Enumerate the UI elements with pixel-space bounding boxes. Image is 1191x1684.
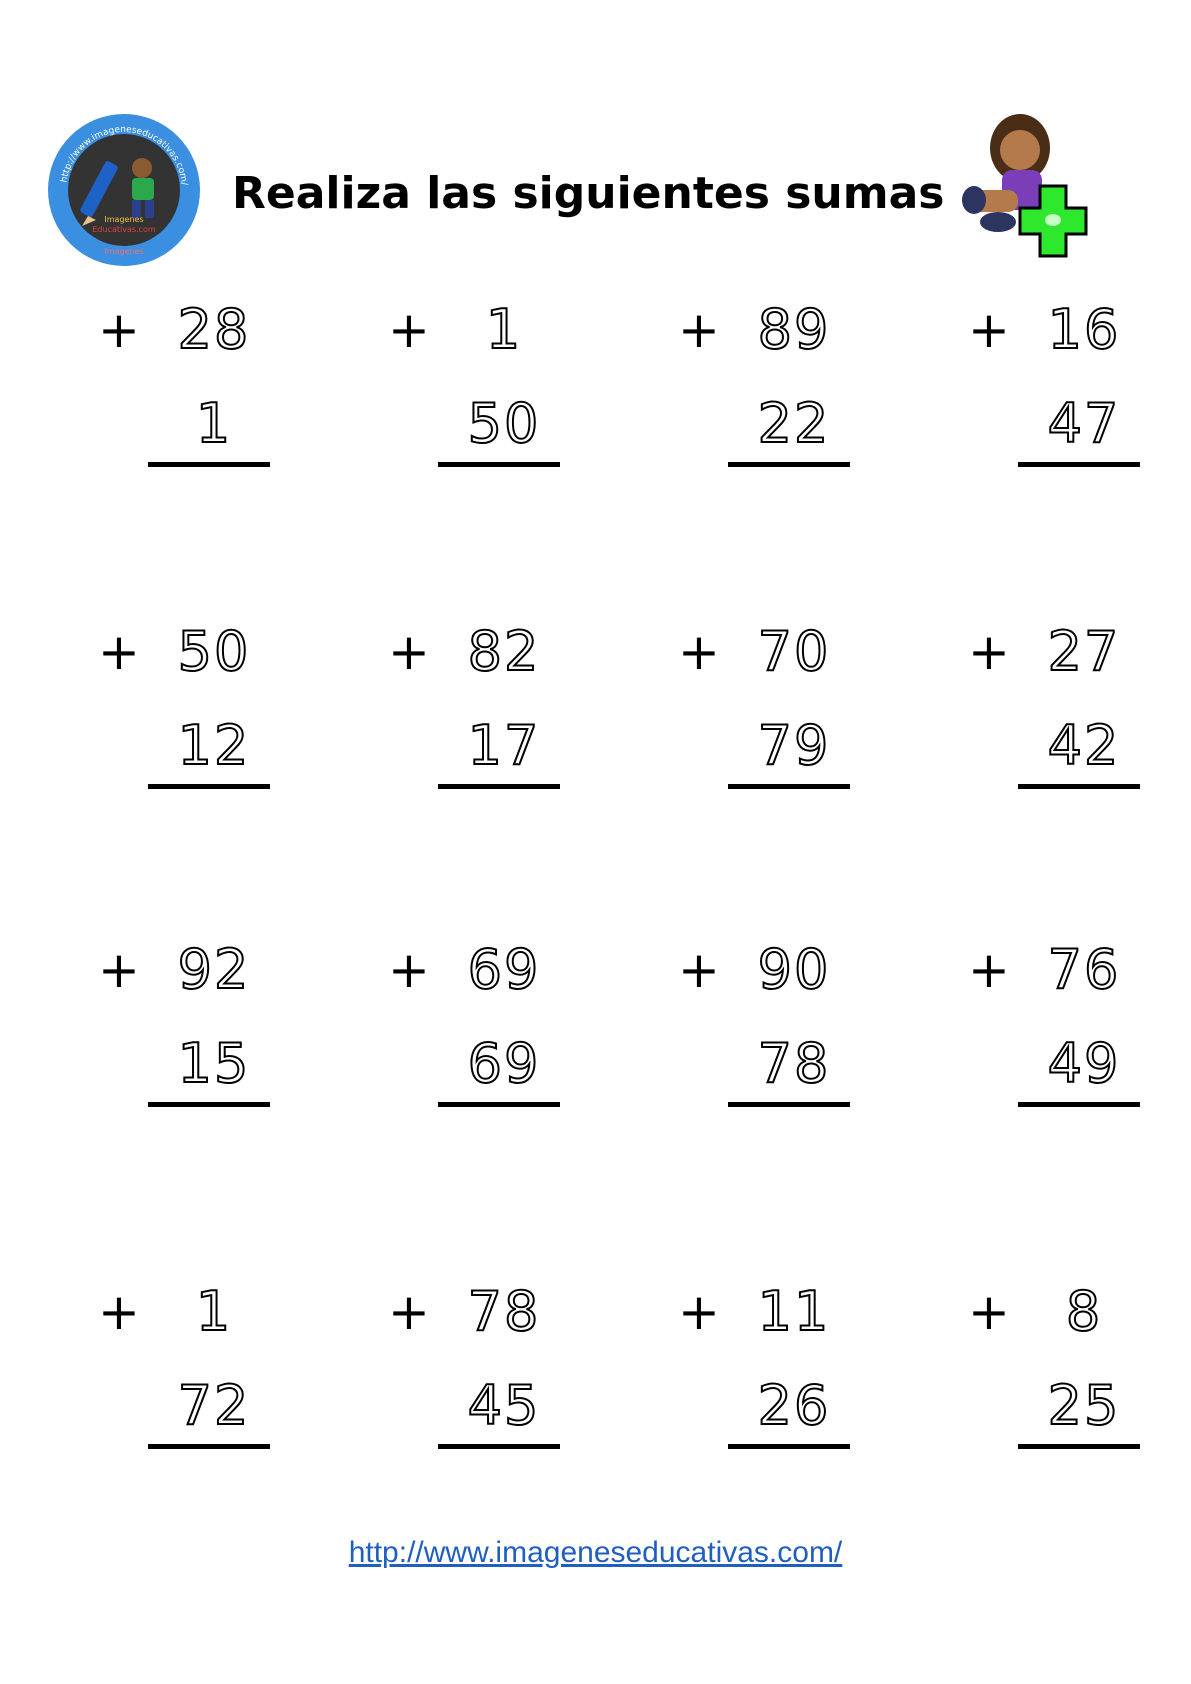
addition-problem [964,1282,1164,1482]
addend-top: 89 [757,298,831,361]
addend-top: 69 [467,938,541,1001]
addition-problem [94,940,294,1140]
addend-bottom: 1 [195,392,233,455]
logo-center-text-1: Imagenes [104,215,144,224]
answer-line [1018,784,1140,789]
plus-sign: + [388,623,430,681]
plus-sign: + [968,941,1010,999]
addend-top: 78 [467,1280,541,1343]
plus-sign: + [388,941,430,999]
addend-top: 70 [757,620,831,683]
plus-sign: + [98,941,140,999]
answer-line [728,1102,850,1107]
logo-center-text-2: Educativas.com [92,225,156,234]
addition-problem [94,300,294,500]
addition-problem [384,622,584,822]
answer-line [438,1444,560,1449]
plus-sign: + [388,301,430,359]
addition-problem [964,300,1164,500]
plus-sign: + [388,1283,430,1341]
plus-sign: + [98,623,140,681]
plus-sign: + [678,1283,720,1341]
addend-top: 50 [177,620,251,683]
addend-top: 1 [485,298,523,361]
addend-bottom: 15 [177,1032,251,1095]
addend-bottom: 69 [467,1032,541,1095]
addend-top: 92 [177,938,251,1001]
addend-bottom: 72 [177,1374,251,1437]
addend-top: 90 [757,938,831,1001]
answer-line [438,462,560,467]
answer-line [1018,1444,1140,1449]
answer-line [148,784,270,789]
addition-problem [674,622,874,822]
addend-bottom: 25 [1047,1374,1121,1437]
plus-sign: + [678,623,720,681]
addend-bottom: 42 [1047,714,1121,777]
page-title: Realiza las siguientes sumas [232,168,945,219]
addition-problem [384,1282,584,1482]
answer-line [438,1102,560,1107]
addition-problem [964,622,1164,822]
answer-line [148,462,270,467]
addition-problem [674,300,874,500]
addition-problem [94,1282,294,1482]
answer-line [728,462,850,467]
plus-sign: + [678,941,720,999]
addend-bottom: 78 [757,1032,831,1095]
answer-line [1018,462,1140,467]
logo-bottom-text: Imagenes [104,247,144,256]
plus-sign: + [98,301,140,359]
addend-bottom: 45 [467,1374,541,1437]
addend-top: 76 [1047,938,1121,1001]
addend-top: 16 [1047,298,1121,361]
addition-problem [384,940,584,1140]
logo-ring-text: http://www.imageneseducativas.com/ [59,124,189,186]
answer-line [438,784,560,789]
addend-bottom: 50 [467,392,541,455]
footer-link[interactable]: http://www.imageneseducativas.com/ [348,1536,843,1569]
addend-bottom: 22 [757,392,831,455]
addend-top: 82 [467,620,541,683]
addition-problem [94,622,294,822]
answer-line [148,1444,270,1449]
addend-top: 1 [195,1280,233,1343]
addend-bottom: 26 [757,1374,831,1437]
plus-sign: + [968,623,1010,681]
addition-problem [384,300,584,500]
plus-sign: + [678,301,720,359]
answer-line [148,1102,270,1107]
answer-line [728,1444,850,1449]
plus-sign: + [98,1283,140,1341]
addend-bottom: 47 [1047,392,1121,455]
addend-top: 8 [1065,1280,1103,1343]
plus-sign: + [968,1283,1010,1341]
addend-top: 27 [1047,620,1121,683]
answer-line [728,784,850,789]
addend-bottom: 12 [177,714,251,777]
addition-problem [674,940,874,1140]
plus-sign: + [968,301,1010,359]
addend-top: 28 [177,298,251,361]
addend-bottom: 79 [757,714,831,777]
addend-bottom: 17 [467,714,541,777]
addition-problem [674,1282,874,1482]
addend-top: 11 [757,1280,831,1343]
addition-problem [964,940,1164,1140]
addend-bottom: 49 [1047,1032,1121,1095]
answer-line [1018,1102,1140,1107]
